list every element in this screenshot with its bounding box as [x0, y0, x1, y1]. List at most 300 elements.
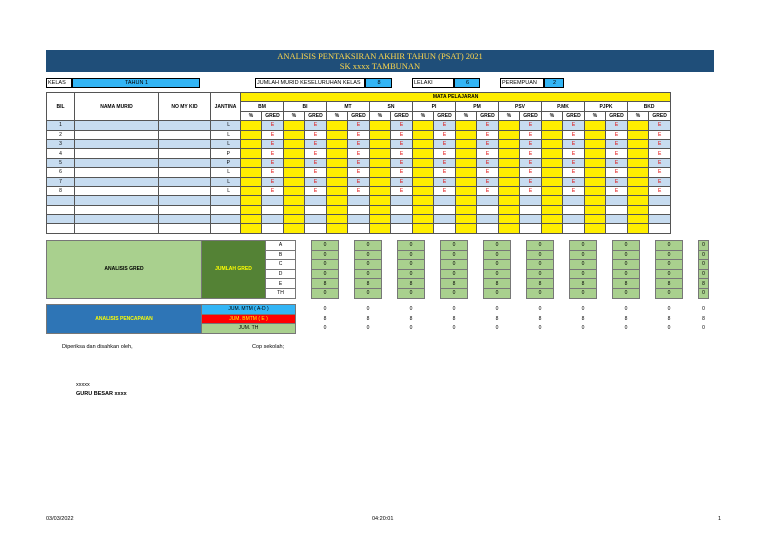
empty-row — [47, 205, 671, 214]
pct-cell[interactable] — [241, 121, 262, 130]
gred-cell: E — [391, 130, 413, 139]
gred-cell — [262, 215, 284, 224]
pencapaian-value: 8 — [667, 315, 671, 322]
pct-cell[interactable] — [628, 215, 649, 224]
pct-cell[interactable] — [542, 205, 563, 214]
header-row-1 — [47, 93, 671, 102]
pct-cell[interactable] — [284, 215, 305, 224]
pct-cell[interactable] — [241, 139, 262, 148]
gred-cell — [391, 224, 413, 233]
pct-cell[interactable] — [284, 158, 305, 167]
pct-cell[interactable] — [327, 205, 348, 214]
pct-cell[interactable] — [628, 121, 649, 130]
pct-cell[interactable] — [413, 121, 434, 130]
pct-cell[interactable] — [499, 158, 520, 167]
pencapaian-spacer — [468, 324, 484, 334]
pencapaian-spacer — [640, 305, 656, 315]
kid-cell[interactable] — [159, 139, 211, 148]
pct-cell[interactable] — [413, 205, 434, 214]
gred-header: GRED — [606, 111, 628, 120]
table-row — [47, 186, 671, 195]
pct-cell[interactable] — [585, 196, 606, 205]
grade-count: 0 — [441, 260, 468, 270]
pct-cell[interactable] — [628, 224, 649, 233]
gred-cell: E — [348, 177, 370, 186]
kelas-label: KELAS — [46, 78, 72, 88]
gred-cell: E — [520, 186, 542, 195]
pct-cell[interactable] — [241, 215, 262, 224]
gred-cell: E — [434, 149, 456, 158]
gred-cell: E — [520, 130, 542, 139]
pct-cell[interactable] — [499, 168, 520, 177]
gred-cell — [262, 196, 284, 205]
grade-count: 8 — [613, 279, 640, 289]
pct-cell[interactable] — [241, 130, 262, 139]
grade-spacer — [382, 260, 398, 270]
grade-spacer — [683, 279, 699, 289]
grade-spacer — [511, 288, 527, 298]
pct-cell[interactable] — [241, 205, 262, 214]
grade-count: 0 — [312, 269, 339, 279]
kid-cell[interactable] — [159, 177, 211, 186]
grade-spacer — [425, 250, 441, 260]
analisis-gred-table — [46, 240, 709, 299]
grade-count: 0 — [355, 250, 382, 260]
gred-header: GRED — [649, 111, 671, 120]
gred-header: GRED — [391, 111, 413, 120]
pct-cell[interactable] — [413, 168, 434, 177]
pencapaian-value: 0 — [581, 306, 585, 313]
subject-header: BI — [284, 102, 327, 111]
pct-cell[interactable] — [456, 130, 477, 139]
pct-cell[interactable] — [241, 196, 262, 205]
gred-cell — [606, 196, 628, 205]
pct-cell[interactable] — [370, 168, 391, 177]
empty-cell — [75, 196, 159, 205]
gred-header: GRED — [262, 111, 284, 120]
pct-cell[interactable] — [499, 130, 520, 139]
pct-cell[interactable] — [370, 224, 391, 233]
gred-cell: E — [606, 158, 628, 167]
grade-count: 8 — [527, 279, 554, 289]
pct-cell[interactable] — [542, 130, 563, 139]
kelas-value[interactable]: TAHUN 1 — [72, 78, 200, 88]
table-row — [47, 121, 671, 130]
pct-cell[interactable] — [284, 130, 305, 139]
pct-cell[interactable] — [585, 224, 606, 233]
gred-cell: E — [434, 139, 456, 148]
cop-text: Cop sekolah; — [252, 344, 285, 350]
nama-cell[interactable] — [75, 139, 159, 148]
nama-cell[interactable] — [75, 186, 159, 195]
gred-cell: E — [606, 186, 628, 195]
perempuan-value[interactable]: 2 — [544, 78, 564, 88]
pct-cell[interactable] — [499, 196, 520, 205]
pct-cell[interactable] — [456, 196, 477, 205]
pencapaian-value: 0 — [495, 325, 499, 332]
pencapaian-spacer — [382, 314, 398, 324]
pencapaian-spacer — [554, 324, 570, 334]
pencapaian-value: 0 — [702, 306, 705, 313]
empty-cell — [75, 215, 159, 224]
bil-cell: 8 — [47, 186, 75, 195]
pct-cell[interactable] — [413, 158, 434, 167]
bil-cell: 7 — [47, 177, 75, 186]
pencapaian-spacer — [683, 314, 699, 324]
gred-cell — [649, 224, 671, 233]
pct-cell[interactable] — [284, 196, 305, 205]
gred-cell: E — [434, 121, 456, 130]
gred-cell — [434, 205, 456, 214]
pct-cell[interactable] — [542, 139, 563, 148]
pct-cell[interactable] — [542, 186, 563, 195]
pct-cell[interactable] — [327, 158, 348, 167]
empty-cell — [159, 205, 211, 214]
gred-cell — [477, 196, 499, 205]
pct-cell[interactable] — [327, 215, 348, 224]
grade-spacer — [683, 269, 699, 279]
jumlah-label: JUMLAH MURID KESELURUHAN KELAS — [255, 78, 365, 88]
pct-cell[interactable] — [370, 196, 391, 205]
gred-cell — [606, 215, 628, 224]
pct-cell[interactable] — [585, 149, 606, 158]
grade-count: 0 — [656, 288, 683, 298]
grade-spacer — [425, 288, 441, 298]
grade-count: 0 — [441, 288, 468, 298]
nama-header: NAMA MURID — [75, 93, 159, 121]
grade-spacer — [640, 269, 656, 279]
pct-cell[interactable] — [542, 224, 563, 233]
pct-header: % — [327, 111, 348, 120]
lelaki-value[interactable]: 6 — [454, 78, 480, 88]
grade-spacer — [511, 279, 527, 289]
pencapaian-spacer — [640, 324, 656, 334]
pct-cell[interactable] — [585, 205, 606, 214]
pct-cell[interactable] — [370, 205, 391, 214]
pct-cell[interactable] — [585, 215, 606, 224]
pct-cell[interactable] — [413, 139, 434, 148]
pencapaian-value: 0 — [452, 306, 456, 313]
gred-cell: E — [348, 186, 370, 195]
pct-cell[interactable] — [370, 158, 391, 167]
pct-cell[interactable] — [370, 149, 391, 158]
pct-header: % — [456, 111, 477, 120]
pct-cell[interactable] — [284, 121, 305, 130]
pct-cell[interactable] — [456, 158, 477, 167]
gred-cell — [262, 205, 284, 214]
pct-cell[interactable] — [628, 158, 649, 167]
pct-cell[interactable] — [413, 149, 434, 158]
pct-cell[interactable] — [327, 186, 348, 195]
grade-count: 0 — [484, 269, 511, 279]
pct-cell[interactable] — [327, 139, 348, 148]
jantina-cell: L — [211, 177, 241, 186]
gred-cell: E — [520, 177, 542, 186]
pct-cell[interactable] — [542, 215, 563, 224]
pencapaian-spacer — [296, 314, 312, 324]
bil-cell: 6 — [47, 168, 75, 177]
gred-cell: E — [606, 177, 628, 186]
jantina-cell: L — [211, 121, 241, 130]
pct-cell[interactable] — [628, 149, 649, 158]
pct-cell[interactable] — [456, 121, 477, 130]
grade-spacer — [597, 250, 613, 260]
bil-cell: 5 — [47, 158, 75, 167]
pct-cell[interactable] — [499, 224, 520, 233]
pct-cell[interactable] — [456, 139, 477, 148]
gred-cell: E — [305, 149, 327, 158]
pct-cell[interactable] — [284, 205, 305, 214]
grade-count: 0 — [699, 250, 709, 260]
pct-cell[interactable] — [456, 177, 477, 186]
pct-cell[interactable] — [284, 149, 305, 158]
grade-count: 0 — [570, 241, 597, 251]
nama-cell[interactable] — [75, 177, 159, 186]
bil-cell: 2 — [47, 130, 75, 139]
pct-cell[interactable] — [628, 130, 649, 139]
bil-cell: 3 — [47, 139, 75, 148]
pct-cell[interactable] — [413, 130, 434, 139]
nama-cell[interactable] — [75, 149, 159, 158]
subject-header: PI — [413, 102, 456, 111]
grade-row — [47, 241, 709, 251]
pct-cell[interactable] — [585, 177, 606, 186]
pct-cell[interactable] — [241, 149, 262, 158]
pct-cell[interactable] — [456, 149, 477, 158]
pct-cell[interactable] — [456, 215, 477, 224]
grade-count: 0 — [699, 241, 709, 251]
gred-cell — [649, 215, 671, 224]
subject-header: PJPK — [585, 102, 628, 111]
jantina-cell: L — [211, 168, 241, 177]
pct-cell[interactable] — [284, 139, 305, 148]
grade-count: 8 — [441, 279, 468, 289]
pct-cell[interactable] — [327, 168, 348, 177]
pct-cell[interactable] — [499, 205, 520, 214]
gred-cell: E — [305, 177, 327, 186]
pct-cell[interactable] — [499, 186, 520, 195]
pct-cell[interactable] — [370, 215, 391, 224]
grade-spacer — [597, 260, 613, 270]
grade-spacer — [554, 269, 570, 279]
grade-count: 0 — [398, 288, 425, 298]
pencapaian-value: 0 — [452, 325, 456, 332]
pct-cell[interactable] — [542, 158, 563, 167]
nama-cell[interactable] — [75, 168, 159, 177]
grade-count: 0 — [398, 260, 425, 270]
subject-header: MT — [327, 102, 370, 111]
pencapaian-value: 0 — [409, 325, 413, 332]
table-row — [47, 149, 671, 158]
grade-count: 0 — [613, 250, 640, 260]
table-row — [47, 130, 671, 139]
grade-spacer — [339, 288, 355, 298]
pct-cell[interactable] — [413, 215, 434, 224]
grade-spacer — [382, 279, 398, 289]
pct-cell[interactable] — [241, 177, 262, 186]
pct-cell[interactable] — [499, 139, 520, 148]
gred-cell — [434, 196, 456, 205]
pct-cell[interactable] — [542, 196, 563, 205]
pct-cell[interactable] — [284, 168, 305, 177]
jumlah-value[interactable]: 8 — [365, 78, 392, 88]
kid-cell[interactable] — [159, 121, 211, 130]
gred-cell: E — [477, 186, 499, 195]
grade-spacer — [296, 279, 312, 289]
pencapaian-label: JUM. TH — [202, 324, 296, 334]
pct-cell[interactable] — [542, 177, 563, 186]
nama-cell[interactable] — [75, 158, 159, 167]
grade-count: 0 — [527, 260, 554, 270]
pct-cell[interactable] — [327, 121, 348, 130]
pct-cell[interactable] — [585, 186, 606, 195]
nama-cell[interactable] — [75, 130, 159, 139]
pct-cell[interactable] — [499, 149, 520, 158]
pct-cell[interactable] — [241, 168, 262, 177]
kid-cell[interactable] — [159, 130, 211, 139]
grade-spacer — [511, 241, 527, 251]
pct-cell[interactable] — [542, 149, 563, 158]
pct-cell[interactable] — [284, 177, 305, 186]
pencapaian-spacer — [425, 314, 441, 324]
gred-cell: E — [305, 168, 327, 177]
gred-cell: E — [477, 130, 499, 139]
grade-count: 0 — [656, 260, 683, 270]
grade-spacer — [597, 279, 613, 289]
gred-cell: E — [563, 177, 585, 186]
pct-cell[interactable] — [370, 186, 391, 195]
gred-cell — [520, 196, 542, 205]
grade-count: 0 — [613, 260, 640, 270]
pct-cell[interactable] — [585, 168, 606, 177]
grade-spacer — [296, 250, 312, 260]
grade-count: 8 — [656, 279, 683, 289]
pct-cell[interactable] — [327, 224, 348, 233]
kid-cell[interactable] — [159, 186, 211, 195]
grade-count: 0 — [398, 250, 425, 260]
pencapaian-spacer — [296, 324, 312, 334]
kid-cell[interactable] — [159, 149, 211, 158]
grade-spacer — [339, 269, 355, 279]
pct-cell[interactable] — [413, 177, 434, 186]
table-row — [47, 158, 671, 167]
analisis-pencapaian-label: ANALISIS PENCAPAIAN — [47, 305, 202, 334]
grade-count: 0 — [613, 269, 640, 279]
grade-spacer — [382, 241, 398, 251]
pct-cell[interactable] — [327, 177, 348, 186]
pct-cell[interactable] — [284, 224, 305, 233]
gred-cell: E — [563, 168, 585, 177]
grade-spacer — [640, 279, 656, 289]
pct-cell[interactable] — [628, 186, 649, 195]
pct-header: % — [413, 111, 434, 120]
grade-count: 8 — [570, 279, 597, 289]
pencapaian-value: 8 — [581, 315, 585, 322]
pct-cell[interactable] — [413, 186, 434, 195]
kid-cell[interactable] — [159, 168, 211, 177]
pct-cell[interactable] — [628, 168, 649, 177]
pct-cell[interactable] — [370, 177, 391, 186]
pct-cell[interactable] — [628, 139, 649, 148]
pct-cell[interactable] — [370, 139, 391, 148]
gred-cell — [606, 205, 628, 214]
grade-letter: E — [266, 279, 296, 289]
empty-cell — [47, 205, 75, 214]
pct-cell[interactable] — [628, 177, 649, 186]
pct-cell[interactable] — [499, 177, 520, 186]
pencapaian-spacer — [554, 314, 570, 324]
pct-cell[interactable] — [241, 186, 262, 195]
empty-cell — [47, 215, 75, 224]
pct-cell[interactable] — [585, 130, 606, 139]
signatory-name: xxxxx — [76, 382, 90, 388]
pct-cell[interactable] — [628, 196, 649, 205]
pct-cell[interactable] — [413, 196, 434, 205]
pct-cell[interactable] — [499, 215, 520, 224]
bil-cell: 1 — [47, 121, 75, 130]
pct-cell[interactable] — [284, 186, 305, 195]
gred-cell: E — [391, 168, 413, 177]
pencapaian-value: 0 — [323, 306, 327, 313]
gred-cell — [348, 196, 370, 205]
pencapaian-value: 0 — [495, 306, 499, 313]
gred-cell: E — [563, 149, 585, 158]
pct-cell[interactable] — [499, 121, 520, 130]
grade-count: 0 — [656, 250, 683, 260]
gred-cell: E — [348, 139, 370, 148]
pct-cell[interactable] — [542, 168, 563, 177]
jantina-cell: P — [211, 158, 241, 167]
pct-cell[interactable] — [327, 149, 348, 158]
gred-cell: E — [434, 177, 456, 186]
pct-cell[interactable] — [370, 130, 391, 139]
nama-cell[interactable] — [75, 121, 159, 130]
gred-cell: E — [305, 139, 327, 148]
gred-header: GRED — [520, 111, 542, 120]
pct-cell[interactable] — [456, 224, 477, 233]
pct-cell[interactable] — [628, 205, 649, 214]
page-number: 1 — [718, 516, 722, 522]
pct-cell[interactable] — [456, 186, 477, 195]
pencapaian-spacer — [468, 314, 484, 324]
pct-cell[interactable] — [585, 139, 606, 148]
gred-cell — [305, 224, 327, 233]
pct-cell[interactable] — [241, 158, 262, 167]
gred-cell: E — [391, 186, 413, 195]
signatory-role: GURU BESAR xxxx — [76, 391, 127, 397]
pct-cell[interactable] — [241, 224, 262, 233]
print-time: 04:20:01 — [372, 516, 394, 522]
pencapaian-spacer — [511, 314, 527, 324]
pct-cell[interactable] — [327, 196, 348, 205]
grade-spacer — [683, 260, 699, 270]
pct-cell[interactable] — [370, 121, 391, 130]
gred-cell: E — [262, 177, 284, 186]
grade-spacer — [468, 260, 484, 270]
pct-cell[interactable] — [456, 205, 477, 214]
pct-cell[interactable] — [585, 158, 606, 167]
pct-cell[interactable] — [585, 121, 606, 130]
pct-cell[interactable] — [542, 121, 563, 130]
empty-cell — [159, 224, 211, 233]
gred-cell — [434, 215, 456, 224]
kid-cell[interactable] — [159, 158, 211, 167]
pct-cell[interactable] — [456, 168, 477, 177]
pct-cell[interactable] — [327, 130, 348, 139]
pencapaian-value: 8 — [624, 315, 628, 322]
pct-cell[interactable] — [413, 224, 434, 233]
pencapaian-value: 8 — [452, 315, 456, 322]
